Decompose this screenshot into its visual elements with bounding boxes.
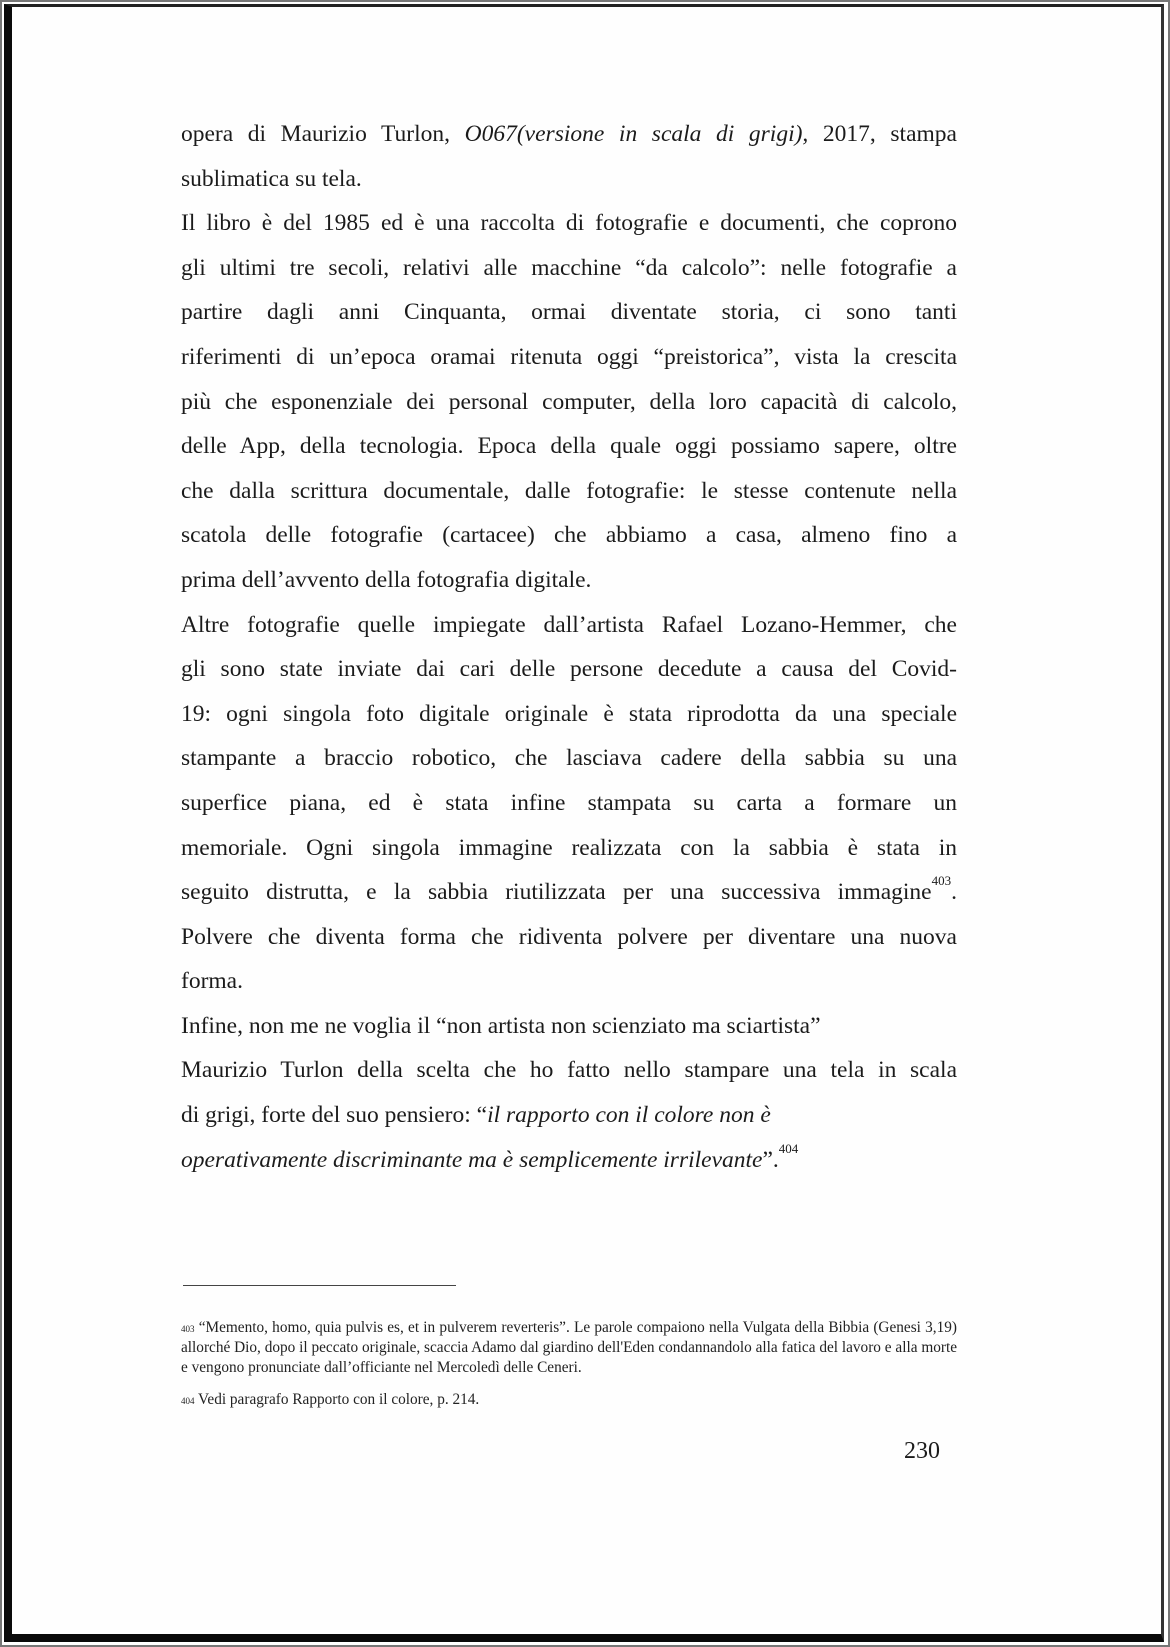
text-line: che dalla scrittura documentale, dalle fotografie: le stesse contenute nella <box>181 477 957 504</box>
footnote-number: 403 <box>181 1324 195 1334</box>
text-line: sublimatica su tela. <box>181 165 362 192</box>
text-span: ”. <box>762 1146 779 1173</box>
text-line: Maurizio Turlon della scelta che ho fatto nello stampare una tela in scala <box>181 1057 957 1084</box>
body-text <box>181 112 957 1182</box>
text-line <box>181 1138 957 1183</box>
text-line <box>181 112 957 157</box>
text-line: prima dell’avvento della fotografia digitale. <box>181 566 592 593</box>
text-line: gli ultimi tre secoli, relativi alle macchine “da calcolo”: nelle fotografie a <box>181 254 957 281</box>
footnote-separator <box>183 1285 456 1286</box>
text-span: seguito distrutta, e la sabbia riutilizzata per una successiva immagine <box>181 879 932 906</box>
text-span: 2017, stampa <box>808 121 957 147</box>
text-span: . <box>951 879 957 906</box>
text-line: scatola delle fotografie (cartacee) che abbiamo a casa, almeno fino a <box>181 522 957 549</box>
text-line: partire dagli anni Cinquanta, ormai diventate storia, ci sono tanti <box>181 299 957 326</box>
text-line: Infine, non me ne voglia il “non artista non scienziato ma sciartista” <box>181 1012 821 1039</box>
text-span: di grigi, forte del suo pensiero: “ <box>181 1102 488 1129</box>
text-line: Il libro è del 1985 ed è una raccolta di fotografie e documenti, che coprono <box>181 210 957 237</box>
text-line <box>181 1093 957 1138</box>
text-line: delle App, della tecnologia. Epoca della quale oggi possiamo sapere, oltre <box>181 433 957 460</box>
footnotes <box>181 1318 957 1422</box>
artwork-title: O067(versione in scala di grigi), <box>464 121 809 147</box>
quote-text: il rapporto con il colore non è <box>487 1102 771 1129</box>
footnote-number: 404 <box>181 1396 195 1406</box>
footnote-text: Vedi paragrafo Rapporto con il colore, p. 214. <box>194 1391 480 1408</box>
text-line: superfice piana, ed è stata infine stampata su carta a formare un <box>181 789 957 816</box>
footnote-text: “Memento, homo, quia pulvis es, et in pulverem reverteris”. Le parole compaiono nella Vulgata della Bibbia (Genesi 3,19) allorché Dio, dopo il peccato originale, scaccia Adamo dal giardino dell'Eden condannandolo alla fatica del lavoro e alla morte e vengono pronunciate dall’officiante nel Mercoledì delle Ceneri. <box>181 1319 957 1376</box>
text-line <box>181 870 957 915</box>
footnote-reference-404[interactable]: 404 <box>778 1140 799 1156</box>
text-line: stampante a braccio robotico, che lasciava cadere della sabbia su una <box>181 745 957 772</box>
text-line: Polvere che diventa forma che ridiventa polvere per diventare una nuova <box>181 923 957 950</box>
footnote-reference-403[interactable]: 403 <box>931 873 952 889</box>
text-line: Altre fotografie quelle impiegate dall’artista Rafael Lozano-Hemmer, che <box>181 611 957 638</box>
text-line: 19: ogni singola foto digitale originale è stata riprodotta da una speciale <box>181 700 957 727</box>
page-number: 230 <box>904 1438 940 1464</box>
text-line: memoriale. Ogni singola immagine realizzata con la sabbia è stata in <box>181 834 957 861</box>
quote-text: operativamente discriminante ma è semplicemente irrilevante <box>181 1146 763 1173</box>
text-line: riferimenti di un’epoca oramai ritenuta oggi “preistorica”, vista la crescita <box>181 343 957 370</box>
footnote-403 <box>181 1318 957 1378</box>
text-span: opera di Maurizio Turlon, <box>181 121 465 147</box>
text-line: forma. <box>181 968 243 995</box>
footnote-404 <box>181 1390 957 1410</box>
text-line: gli sono state inviate dai cari delle persone decedute a causa del Covid- <box>181 656 957 683</box>
text-line: più che esponenziale dei personal computer, della loro capacità di calcolo, <box>181 388 957 415</box>
